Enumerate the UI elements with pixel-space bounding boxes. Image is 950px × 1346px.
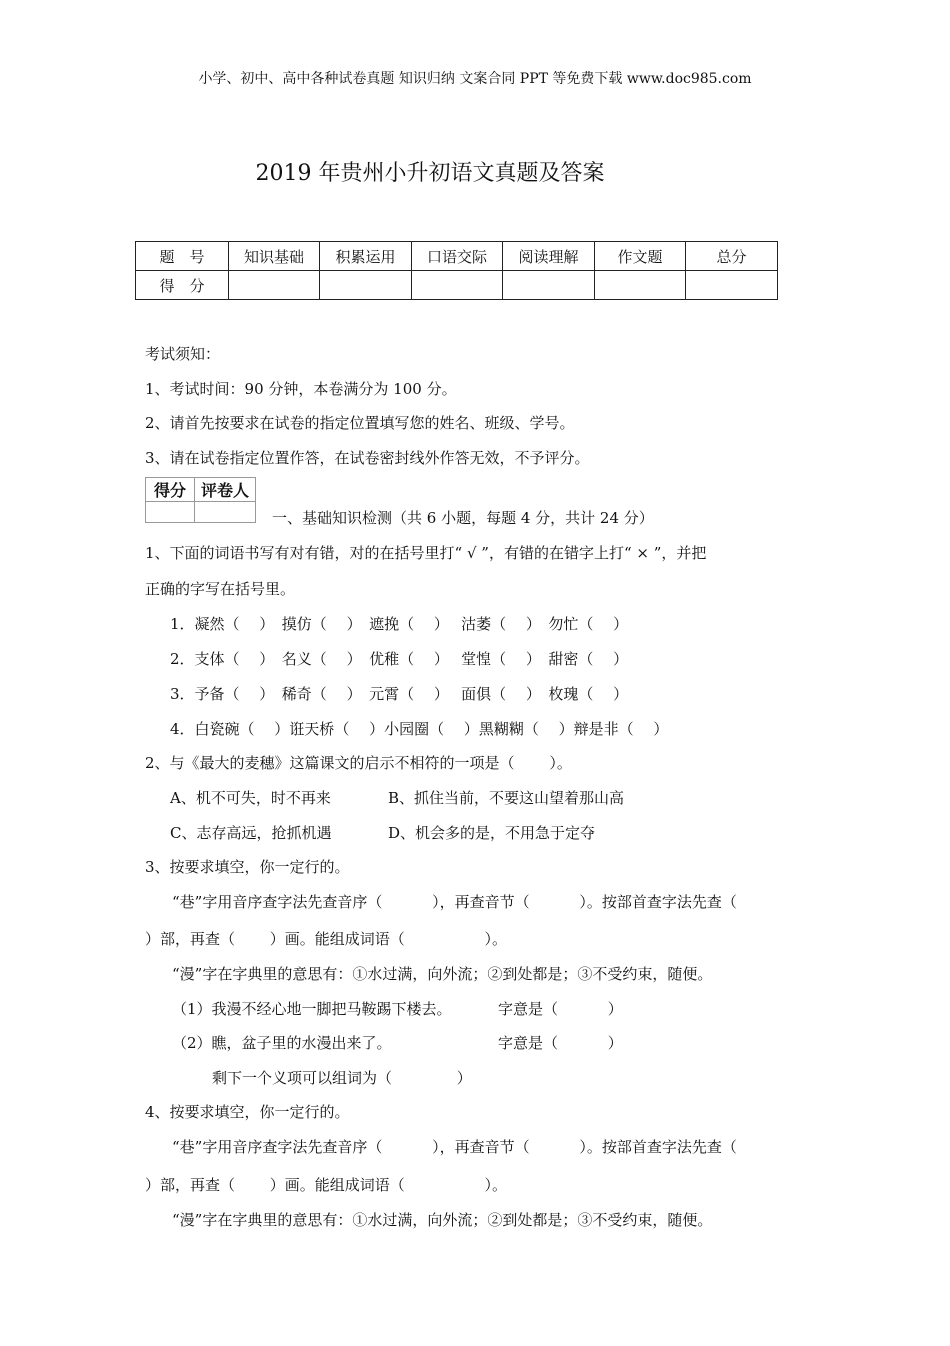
score-table <box>135 241 778 300</box>
section-heading: 一、基础知识检测（共 6 小题，每题 4 分，共计 24 分） <box>272 509 654 527</box>
score-blank-cell <box>229 271 320 300</box>
question-line: 剩下一个义项可以组词为（ ） <box>212 1069 472 1087</box>
question-line: “巷”字用音序查字法先查音序（ ），再查音节（ ）。按部首查字法先查（ <box>172 893 737 911</box>
grader-name-blank <box>195 502 256 523</box>
grader-box <box>145 477 256 523</box>
score-cell-accumulation: 积累运用 <box>320 242 412 271</box>
question-stem: 正确的字写在括号里。 <box>145 580 296 598</box>
page-header: 小学、初中、高中各种试卷真题 知识归纳 文案合同 PPT 等免费下载 www.doc985.com <box>198 71 752 87</box>
score-cell-total: 总分 <box>686 242 778 271</box>
notice-heading: 考试须知： <box>145 345 221 363</box>
score-row-label: 得 分 <box>136 271 229 300</box>
notice-item: 3、请在试卷指定位置作答，在试卷密封线外作答无效，不予评分。 <box>145 449 590 467</box>
score-blank-cell <box>595 271 686 300</box>
grader-score-label: 得分 <box>146 478 195 502</box>
option-a: A、机不可失，时不再来 <box>170 789 331 807</box>
sub-question: （1）我漫不经心地一脚把马鞍踢下楼去。 <box>172 1000 452 1018</box>
score-blank-cell <box>503 271 595 300</box>
score-blank-cell <box>412 271 503 300</box>
score-cell-oral: 口语交际 <box>412 242 503 271</box>
exam-title: 2019 年贵州小升初语文真题及答案 <box>255 161 605 186</box>
question-stem: 1、下面的词语书写有对有错，对的在括号里打“ √ ”，有错的在错字上打“ × ”，并把 <box>145 544 707 562</box>
option-c: C、志存高远，抢抓机遇 <box>170 824 332 842</box>
word-row: 4．白瓷碗（ ）诳天桥（ ）小园圈（ ）黑糊糊（ ）辩是非（ ） <box>170 720 669 738</box>
score-table-score-row <box>136 271 778 300</box>
option-b: B、抓住当前，不要这山望着那山高 <box>388 789 625 807</box>
question-stem: 3、按要求填空，你一定行的。 <box>145 858 350 876</box>
question-line: ）部，再查（ ）画。能组成词语（ ）。 <box>145 1176 508 1194</box>
grader-name-label: 评卷人 <box>195 478 256 502</box>
question-line: ）部，再查（ ）画。能组成词语（ ）。 <box>145 930 508 948</box>
score-table-header-row <box>136 242 778 271</box>
notice-item: 1、考试时间：90 分钟，本卷满分为 100 分。 <box>145 380 457 398</box>
sub-question: （2）瞧，盆子里的水漫出来了。 <box>172 1034 392 1052</box>
option-d: D、机会多的是，不用急于定夺 <box>388 824 596 842</box>
sub-question-blank: 字意是（ ） <box>498 1000 623 1018</box>
score-cell-knowledge: 知识基础 <box>229 242 320 271</box>
score-cell-reading: 阅读理解 <box>503 242 595 271</box>
question-stem: 2、与《最大的麦穗》这篇课文的启示不相符的一项是（ ）。 <box>145 754 572 772</box>
score-blank-cell <box>686 271 778 300</box>
question-line: “巷”字用音序查字法先查音序（ ），再查音节（ ）。按部首查字法先查（ <box>172 1138 737 1156</box>
word-row: 3．予备（ ） 稀奇（ ） 元霄（ ） 面俱（ ） 枚瑰（ ） <box>170 685 629 703</box>
grader-score-blank <box>146 502 195 523</box>
score-cell-label: 题 号 <box>136 242 229 271</box>
word-row: 2．支体（ ） 名义（ ） 优稚（ ） 堂惶（ ） 甜密（ ） <box>170 650 629 668</box>
question-line: “漫”字在字典里的意思有：①水过满，向外流；②到处都是；③不受约束，随便。 <box>172 1211 713 1229</box>
question-line: “漫”字在字典里的意思有：①水过满，向外流；②到处都是；③不受约束，随便。 <box>172 965 713 983</box>
word-row: 1．凝然（ ） 摸仿（ ） 遮挽（ ） 沽萎（ ） 勿忙（ ） <box>170 615 629 633</box>
notice-item: 2、请首先按要求在试卷的指定位置填写您的姓名、班级、学号。 <box>145 414 575 432</box>
question-stem: 4、按要求填空，你一定行的。 <box>145 1103 350 1121</box>
score-cell-composition: 作文题 <box>595 242 686 271</box>
sub-question-blank: 字意是（ ） <box>498 1034 623 1052</box>
score-blank-cell <box>320 271 412 300</box>
